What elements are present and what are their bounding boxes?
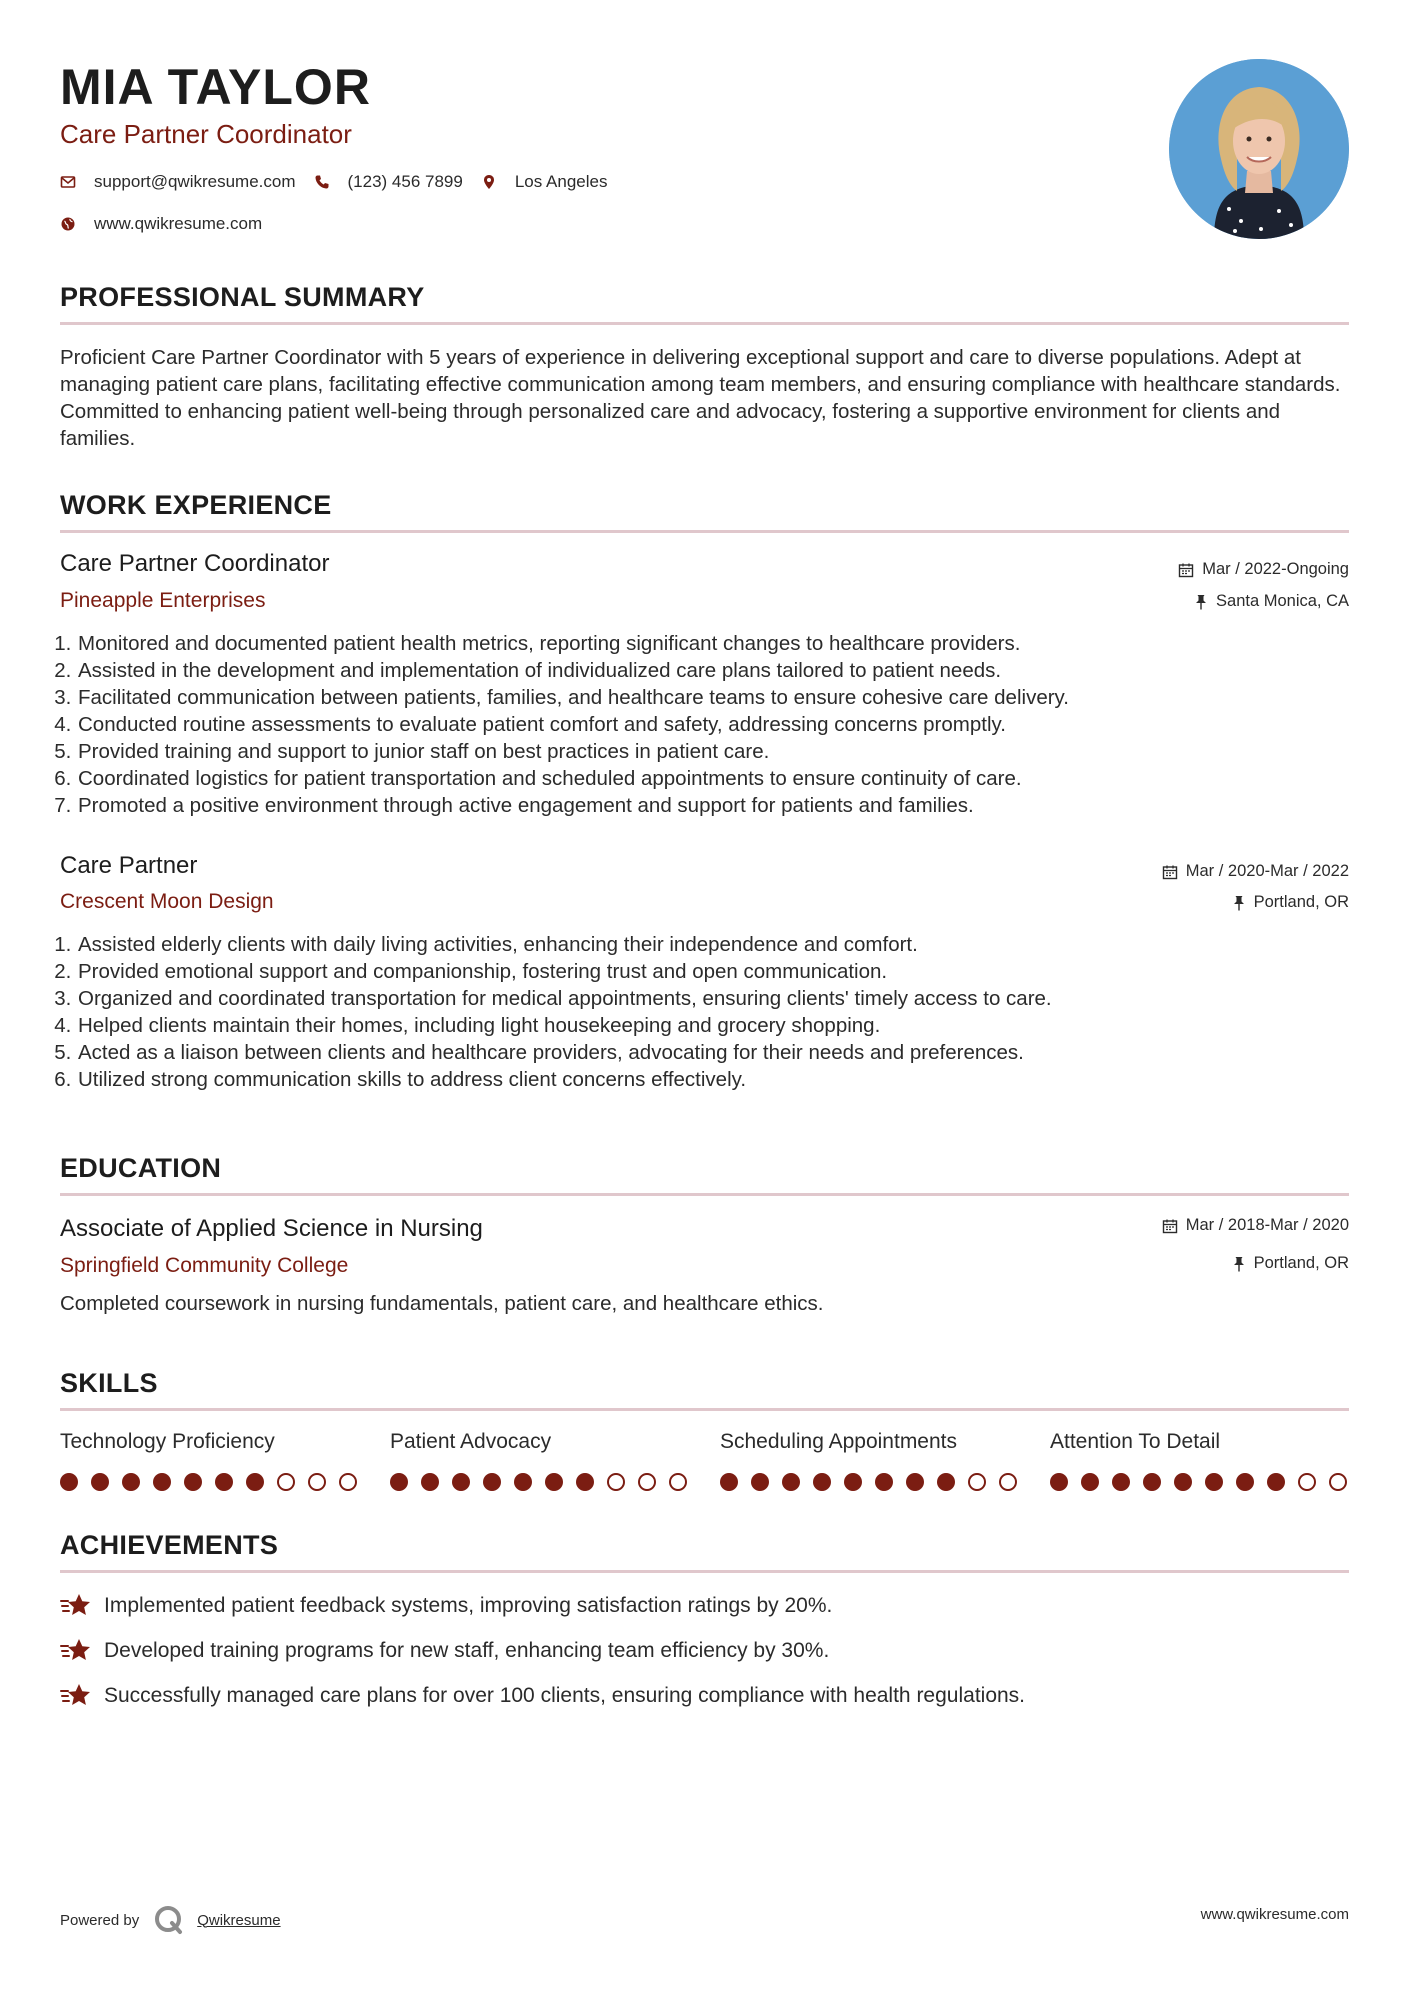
experience-heading: WORK EXPERIENCE bbox=[60, 490, 332, 520]
contact-email bbox=[60, 172, 296, 192]
section-divider bbox=[60, 1193, 1349, 1196]
skill-item bbox=[1050, 1430, 1350, 1454]
rating-dot-filled bbox=[751, 1473, 769, 1491]
rating-dot-filled bbox=[483, 1473, 501, 1491]
rating-dot-filled bbox=[390, 1473, 408, 1491]
rating-dot-filled bbox=[452, 1473, 470, 1491]
job-location bbox=[1232, 893, 1349, 912]
section-divider bbox=[60, 1570, 1349, 1573]
contact-row-2 bbox=[60, 214, 280, 234]
location-text: Los Angeles bbox=[514, 172, 608, 191]
rating-dot-filled bbox=[906, 1473, 924, 1491]
candidate-name: MIA TAYLOR bbox=[60, 59, 371, 115]
achievement-text: Developed training programs for new staff, enhancing team efficiency by 30%. bbox=[104, 1639, 830, 1662]
pushpin-icon bbox=[1232, 1256, 1246, 1272]
rating-dot-empty bbox=[339, 1473, 357, 1491]
job-company: Crescent Moon Design bbox=[60, 890, 274, 913]
rating-dot-filled bbox=[844, 1473, 862, 1491]
education-degree: Associate of Applied Science in Nursing bbox=[60, 1215, 483, 1242]
job-title: Care Partner bbox=[60, 852, 198, 879]
section-divider bbox=[60, 322, 1349, 325]
pushpin-icon bbox=[1232, 895, 1246, 911]
skill-name: Technology Proficiency bbox=[60, 1430, 275, 1453]
rating-dot-filled bbox=[1050, 1473, 1068, 1491]
website-text[interactable]: www.qwikresume.com bbox=[94, 214, 263, 233]
list-item: 1. Monitored and documented patient health metrics, reporting significant changes to healthcare providers. bbox=[77, 630, 1349, 657]
job-title: Care Partner Coordinator bbox=[60, 550, 330, 577]
rating-dot-filled bbox=[545, 1473, 563, 1491]
rating-dot-filled bbox=[875, 1473, 893, 1491]
phone-text: (123) 456 7899 bbox=[347, 172, 463, 191]
education-school: Springfield Community College bbox=[60, 1254, 349, 1277]
qwikresume-logo-icon bbox=[153, 1904, 185, 1936]
rating-dot-filled bbox=[215, 1473, 233, 1491]
powered-by-label: Powered by bbox=[60, 1911, 140, 1929]
rating-dot-filled bbox=[937, 1473, 955, 1491]
skill-name: Attention To Detail bbox=[1050, 1430, 1221, 1453]
globe-icon bbox=[60, 216, 76, 232]
rating-dot-filled bbox=[1236, 1473, 1254, 1491]
job-bullets bbox=[60, 630, 1349, 819]
achievement-item bbox=[60, 1682, 1025, 1710]
rating-dot-filled bbox=[421, 1473, 439, 1491]
list-item: 5. Acted as a liaison between clients and healthcare providers, advocating for their needs and preferences. bbox=[77, 1039, 1349, 1066]
rating-dot-filled bbox=[514, 1473, 532, 1491]
list-item: 6. Utilized strong communication skills to address client concerns effectively. bbox=[77, 1066, 1349, 1093]
contact-location bbox=[481, 172, 608, 192]
skill-item bbox=[720, 1430, 1020, 1454]
education-location bbox=[1232, 1254, 1349, 1273]
contact-website bbox=[60, 214, 262, 234]
list-item: 7. Promoted a positive environment through active engagement and support for patients and families. bbox=[77, 792, 1349, 819]
profile-photo bbox=[1169, 59, 1349, 239]
star-icon bbox=[60, 1637, 92, 1665]
rating-dot-filled bbox=[1267, 1473, 1285, 1491]
list-item: 3. Organized and coordinated transportation for medical appointments, ensuring clients' timely access to care. bbox=[77, 985, 1349, 1012]
envelope-icon bbox=[60, 174, 76, 190]
rating-dot-empty bbox=[638, 1473, 656, 1491]
rating-dot-filled bbox=[720, 1473, 738, 1491]
calendar-icon bbox=[1162, 864, 1178, 880]
education-heading: EDUCATION bbox=[60, 1153, 222, 1183]
calendar-icon bbox=[1178, 562, 1194, 578]
section-divider bbox=[60, 530, 1349, 533]
resume-page bbox=[60, 0, 1349, 1990]
achievement-text: Successfully managed care plans for over 100 clients, ensuring compliance with health regulations. bbox=[104, 1684, 1026, 1707]
map-pin-icon bbox=[481, 174, 497, 190]
list-item: 5. Provided training and support to junior staff on best practices in patient care. bbox=[77, 738, 1349, 765]
list-item: 6. Coordinated logistics for patient transportation and scheduled appointments to ensure continuity of care. bbox=[77, 765, 1349, 792]
education-location-text: Portland, OR bbox=[1253, 1254, 1349, 1272]
job-dates-text: Mar / 2022-Ongoing bbox=[1202, 560, 1349, 578]
rating-dot-empty bbox=[607, 1473, 625, 1491]
skill-item bbox=[60, 1430, 360, 1454]
section-divider bbox=[60, 1408, 1349, 1411]
rating-dot-empty bbox=[669, 1473, 687, 1491]
skills-heading: SKILLS bbox=[60, 1368, 158, 1398]
rating-dot-filled bbox=[1143, 1473, 1161, 1491]
phone-icon bbox=[314, 174, 330, 190]
job-location bbox=[1194, 592, 1349, 611]
education-dates bbox=[1162, 1216, 1349, 1235]
education-dates-text: Mar / 2018-Mar / 2020 bbox=[1185, 1216, 1349, 1234]
footer-website[interactable]: www.qwikresume.com bbox=[1200, 1906, 1349, 1923]
contact-phone bbox=[314, 172, 463, 192]
list-item: 2. Assisted in the development and implementation of individualized care plans tailored to patient needs. bbox=[77, 657, 1349, 684]
achievement-text: Implemented patient feedback systems, improving satisfaction ratings by 20%. bbox=[104, 1594, 833, 1617]
summary-text: Proficient Care Partner Coordinator with 5 years of experience in delivering exceptional support and care to diverse populations. Adept at managing patient care plans, facilitating effective communication among team members, and ensuring compliance with healthcare standards. Committed to enhancing patient well-being through personalized care and advocacy, fostering a supportive environment for clients and families. bbox=[60, 346, 1341, 450]
rating-dot-filled bbox=[91, 1473, 109, 1491]
rating-dot-empty bbox=[277, 1473, 295, 1491]
job-location-text: Santa Monica, CA bbox=[1216, 592, 1349, 610]
rating-dot-empty bbox=[999, 1473, 1017, 1491]
achievement-item bbox=[60, 1592, 832, 1620]
job-bullets bbox=[60, 931, 1349, 1093]
job-dates bbox=[1162, 862, 1349, 881]
rating-dot-filled bbox=[782, 1473, 800, 1491]
rating-dot-empty bbox=[968, 1473, 986, 1491]
rating-dot-filled bbox=[184, 1473, 202, 1491]
candidate-title: Care Partner Coordinator bbox=[60, 119, 352, 149]
list-item: 4. Conducted routine assessments to evaluate patient comfort and safety, addressing concerns promptly. bbox=[77, 711, 1349, 738]
rating-dot-filled bbox=[1205, 1473, 1223, 1491]
job-dates-text: Mar / 2020-Mar / 2022 bbox=[1185, 862, 1349, 880]
list-item: 4. Helped clients maintain their homes, including light housekeeping and grocery shopping. bbox=[77, 1012, 1349, 1039]
rating-dot-filled bbox=[813, 1473, 831, 1491]
list-item: 2. Provided emotional support and companionship, fostering trust and open communication. bbox=[77, 958, 1349, 985]
achievements-heading: ACHIEVEMENTS bbox=[60, 1530, 279, 1560]
job-company: Pineapple Enterprises bbox=[60, 589, 266, 612]
job-location-text: Portland, OR bbox=[1253, 893, 1349, 911]
pushpin-icon bbox=[1194, 594, 1208, 610]
email-text[interactable]: support@qwikresume.com bbox=[94, 172, 296, 191]
achievement-item bbox=[60, 1637, 829, 1665]
rating-dot-filled bbox=[246, 1473, 264, 1491]
rating-dot-filled bbox=[122, 1473, 140, 1491]
star-icon bbox=[60, 1592, 92, 1620]
footer-powered-by bbox=[60, 1904, 281, 1936]
skill-name: Patient Advocacy bbox=[390, 1430, 552, 1453]
rating-dot-filled bbox=[153, 1473, 171, 1491]
calendar-icon bbox=[1162, 1218, 1178, 1234]
brand-link[interactable]: Qwikresume bbox=[197, 1911, 281, 1929]
education-description: Completed coursework in nursing fundamentals, patient care, and healthcare ethics. bbox=[60, 1292, 824, 1315]
rating-dot-filled bbox=[1174, 1473, 1192, 1491]
rating-dot-filled bbox=[60, 1473, 78, 1491]
rating-dot-empty bbox=[1329, 1473, 1347, 1491]
contact-row bbox=[60, 172, 625, 192]
rating-dot-empty bbox=[1298, 1473, 1316, 1491]
list-item: 3. Facilitated communication between patients, families, and healthcare teams to ensure cohesive care delivery. bbox=[77, 684, 1349, 711]
rating-dot-filled bbox=[1112, 1473, 1130, 1491]
rating-dot-empty bbox=[308, 1473, 326, 1491]
star-icon bbox=[60, 1682, 92, 1710]
list-item: 1. Assisted elderly clients with daily living activities, enhancing their independence and comfort. bbox=[77, 931, 1349, 958]
rating-dot-filled bbox=[1081, 1473, 1099, 1491]
skill-name: Scheduling Appointments bbox=[720, 1430, 957, 1453]
job-dates bbox=[1178, 560, 1349, 579]
skill-item bbox=[390, 1430, 690, 1454]
portrait-image bbox=[1169, 59, 1349, 239]
summary-heading: PROFESSIONAL SUMMARY bbox=[60, 282, 425, 312]
rating-dot-filled bbox=[576, 1473, 594, 1491]
